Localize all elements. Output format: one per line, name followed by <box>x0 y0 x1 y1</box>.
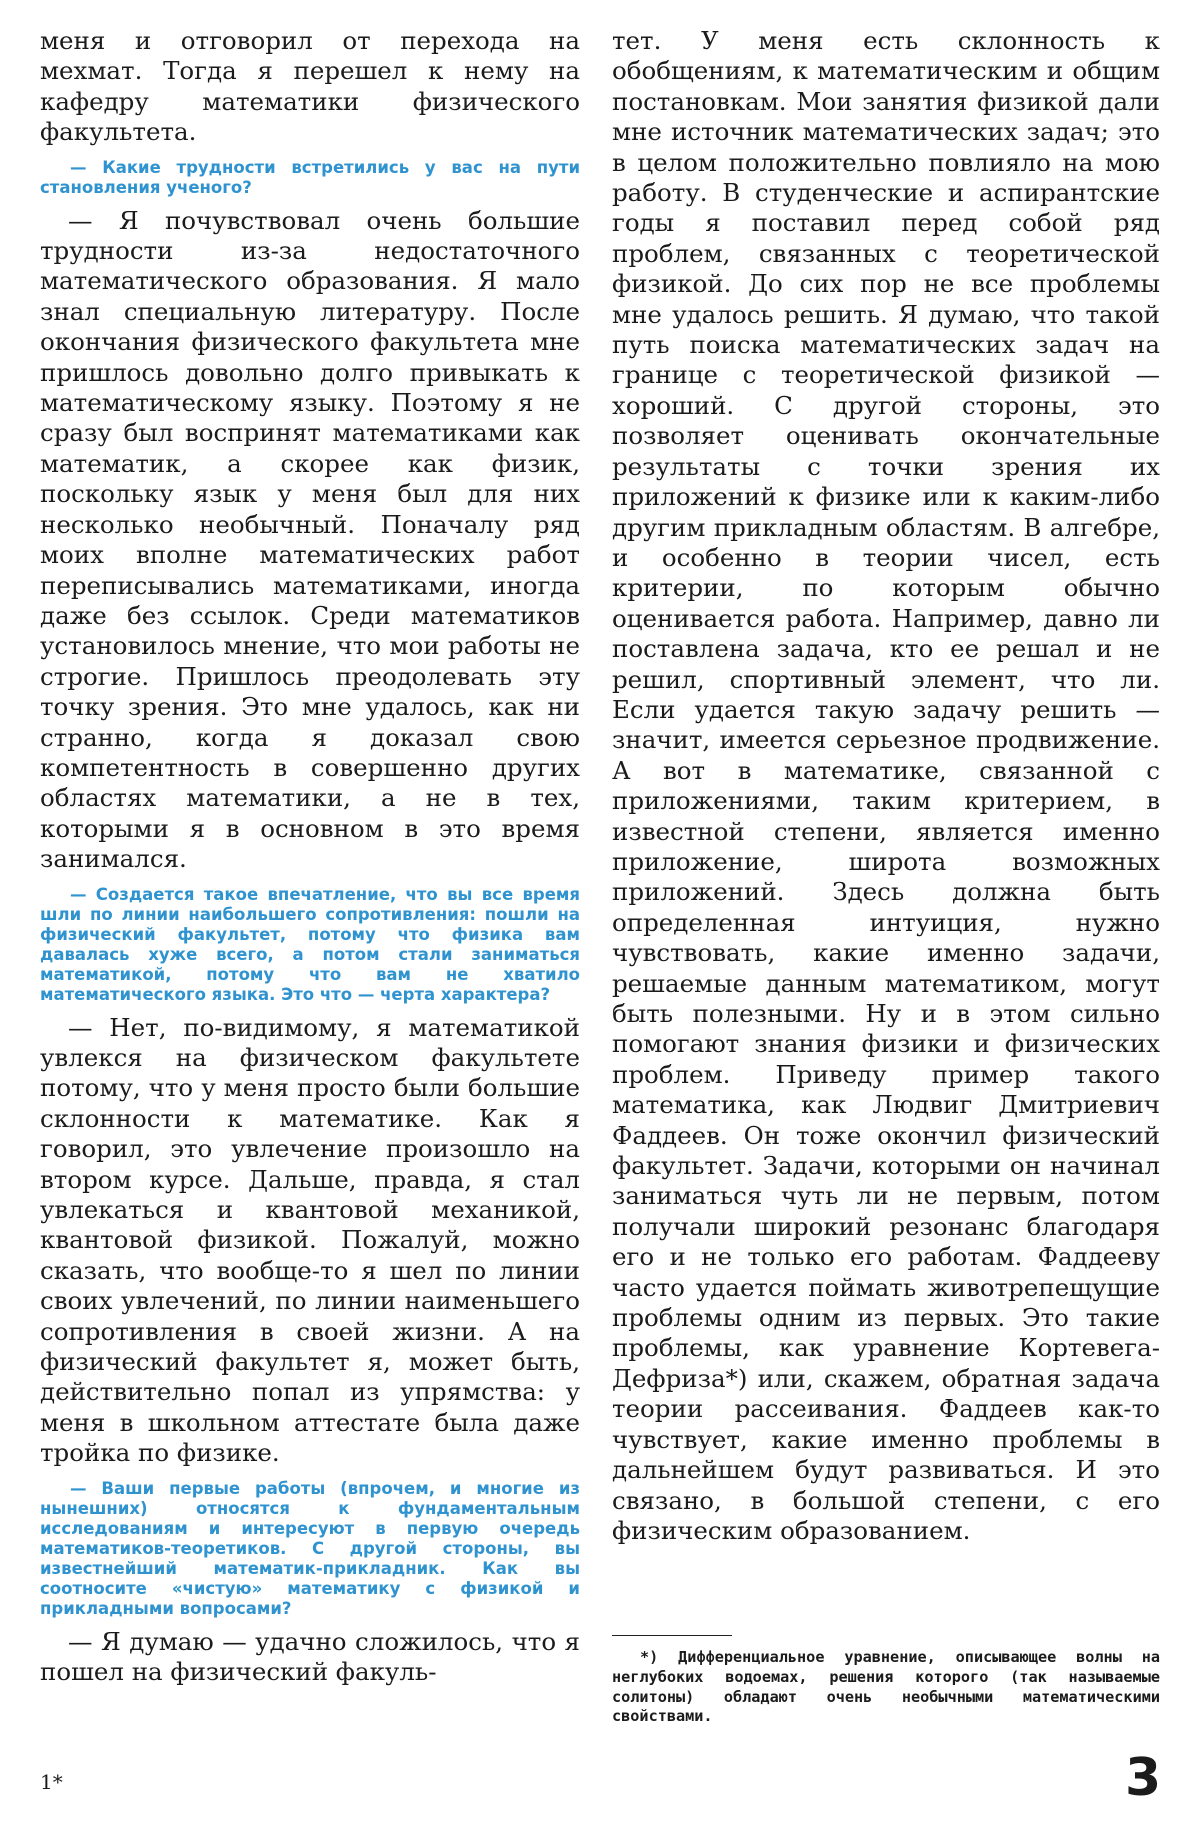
answer-paragraph-4: — Я думаю — удачно сложилось, что я пошел на физический факуль- <box>40 1626 580 1687</box>
left-column <box>40 26 580 1687</box>
page-number: 3 <box>1125 1748 1162 1808</box>
footnote-divider <box>612 1635 732 1636</box>
footnote-text: *) Дифференциальное уравнение, описывающее волны на неглубоких водоемах, решения которого (так называемые солитоны) обладают очень необычными математическими свойствами. <box>612 1648 1160 1726</box>
question-2: — Создается такое впечатление, что вы все время шли по линии наибольшего сопротивления: пошли на физический факультет, потому что физика вам давалась хуже всего, а потом стали заниматься математикой, потому что вам не хватило математического языка. Это что — черта характера? <box>40 884 580 1004</box>
answer-paragraph-1: меня и отговорил от перехода на мехмат. Тогда я перешел к нему на кафедру математики физического факультета. <box>40 26 580 147</box>
right-column <box>612 26 1160 1546</box>
question-3: — Ваши первые работы (впрочем, и многие из нынешних) относятся к фундаментальным исследованиям и интересуют в первую очередь математиков-теоретиков. С другой стороны, вы известнейший математик-прикладник. Как вы соотносите «чистую» математику с физикой и прикладными вопросами? <box>40 1478 580 1618</box>
answer-paragraph-continued: тет. У меня есть склонность к обобщениям, к математическим и общим постановкам. Мои занятия физикой дали мне источник математических задач; это в целом положительно повлияло на мою работу. В студенческие и аспирантские годы я поставил перед собой ряд проблем, связанных с теоретической физикой. До сих пор не все проблемы мне удалось решить. Я думаю, что такой путь поиска математических задач на границе с теоретической физикой — хороший. С другой стороны, это позволяет оценивать окончательные результаты с точки зрения их приложений к физике или к каким-либо другим прикладным областям. В алгебре, и особенно в теории чисел, есть критерии, по которым обычно оценивается работа. Например, давно ли поставлена задача, кто ее решал и не решил, спортивный элемент, что ли. Если удается такую задачу решить — значит, имеется серьезное продвижение. А вот в математике, связанной с приложениями, таким критерием, в известной степени, является именно приложение, широта возможных приложений. Здесь должна быть определенная интуиция, нужно чувствовать, какие именно задачи, решаемые данным математиком, могут быть полезными. Ну и в этом сильно помогают знания физики и физических проблем. Приведу пример такого математика, как Людвиг Дмитриевич Фаддеев. Он тоже окончил физический факультет. Задачи, которыми он начинал заниматься чуть ли не первым, потом получали широкий резонанс благодаря его и не только его работам. Фаддееву часто удается поймать животрепещущие проблемы одним из первых. Это такие проблемы, как уравнение Кортевега-Дефриза*) или, скажем, обратная задача теории рассеивания. Фаддеев как-то чувствует, какие именно проблемы в дальнейшем будут развиваться. И это связано, в большой степени, с его физическим образованием. <box>612 26 1160 1545</box>
question-1: — Какие трудности встретились у вас на пути становления ученого? <box>40 157 580 197</box>
answer-paragraph-2: — Я почувствовал очень большие трудности из-за недостаточного математического образования. Я мало знал специальную литературу. После окончания физического факультета мне пришлось довольно долго привыкать к математическому языку. Поэтому я не сразу был воспринят математиками как математик, а скорее как физик, поскольку язык у меня был для них несколько необычный. Поначалу ряд моих вполне математических работ переписывались математиками, иногда даже без ссылок. Среди математиков установилось мнение, что мои работы не строгие. Пришлось преодолевать эту точку зрения. Это мне удалось, как ни странно, когда я доказал свою компетентность в совершенно других областях математики, а не в тех, которыми я в основном в это время занимался. <box>40 205 580 874</box>
footnote <box>612 1648 1160 1727</box>
answer-paragraph-3: — Нет, по-видимому, я математикой увлекся на физическом факультете потому, что у меня просто были большие склонности к математике. Как я говорил, это увлечение произошло на втором курсе. Дальше, правда, я стал увлекаться и квантовой механикой, квантовой физикой. Пожалуй, можно сказать, что вообще-то я шел по линии своих увлечений, по линии наименьшего сопротивления в своей жизни. А на физический факультет я, может быть, действительно попал из упрямства: у меня в школьном аттестате была даже тройка по физике. <box>40 1012 580 1468</box>
signature-mark: 1* <box>40 1770 63 1794</box>
